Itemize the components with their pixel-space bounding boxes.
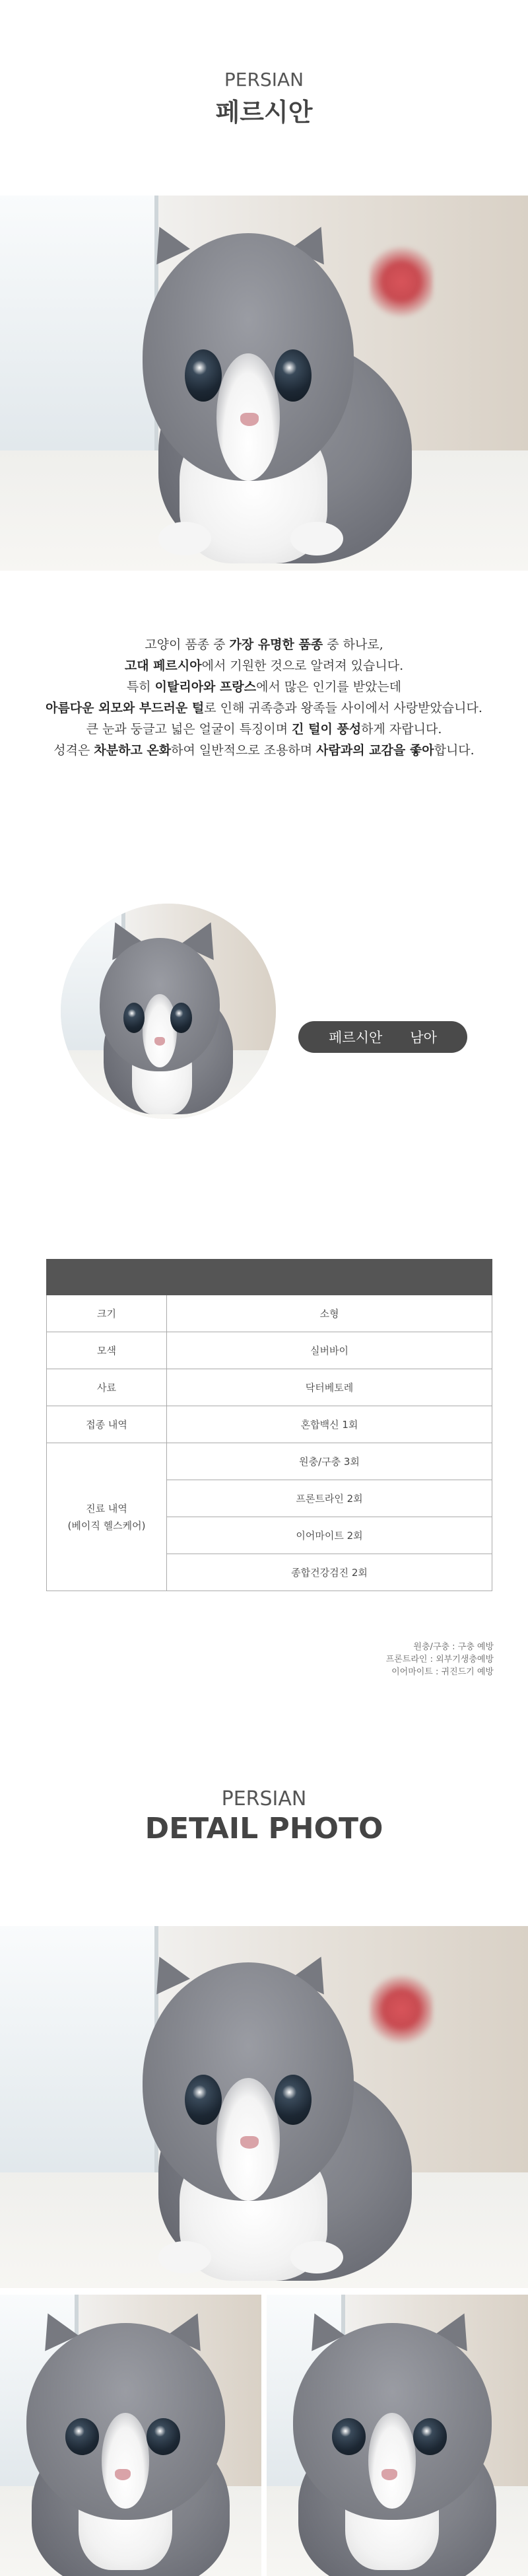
description-text: 하게 자랍니다. — [361, 722, 442, 736]
care-item: 프론트라인 2회 — [167, 1480, 492, 1517]
description-line — [0, 698, 528, 719]
description-text: 큰 눈과 둥글고 넓은 얼굴이 특징이며 — [86, 722, 292, 736]
description-line — [0, 655, 528, 676]
detail-photo-left — [0, 2295, 261, 2576]
description-text: 로 인해 귀족층과 왕족들 사이에서 사랑받았습니다. — [204, 701, 482, 715]
detail-eyebrow: PERSIAN — [221, 1787, 307, 1810]
table-header-row — [47, 1260, 492, 1295]
care-label-line1: 진료 내역 — [86, 1502, 127, 1515]
table-row — [47, 1332, 492, 1369]
info-table — [46, 1259, 492, 1591]
table-row — [47, 1443, 492, 1480]
table-row — [47, 1295, 492, 1332]
description-text: 에서 기원한 것으로 알려져 있습니다. — [201, 659, 404, 673]
description-text: 성격은 — [53, 743, 94, 758]
profile-badge — [298, 1021, 467, 1053]
note-line: 프론트라인 : 외부기생충예방 — [385, 1655, 494, 1664]
profile-breed: 페르시안 — [329, 1030, 383, 1046]
description-emphasis: 고대 페르시아 — [124, 659, 202, 673]
breed-description — [0, 634, 528, 761]
description-text: 에서 많은 인기를 받았는데 — [256, 680, 402, 694]
description-text: 하여 일반적으로 조용하며 — [171, 743, 317, 758]
note-line: 원충/구충 : 구충 예방 — [413, 1642, 494, 1652]
description-line — [0, 719, 528, 740]
row-value: 혼합백신 1회 — [167, 1406, 492, 1443]
profile-cat-photo — [61, 904, 276, 1119]
row-label: 크기 — [47, 1295, 167, 1332]
detail-photo-large — [0, 1926, 528, 2288]
hero-cat-photo — [0, 196, 528, 571]
description-emphasis: 차분하고 온화 — [94, 743, 172, 758]
breed-title: 페르시안 — [215, 98, 313, 127]
detail-header — [0, 1787, 528, 1845]
care-label — [47, 1443, 167, 1591]
breed-header — [0, 69, 528, 128]
description-line — [0, 676, 528, 698]
detail-photo-right — [267, 2295, 528, 2576]
row-value: 닥터베토레 — [167, 1369, 492, 1406]
description-emphasis: 이탈리아와 프랑스 — [154, 680, 257, 694]
description-text: 고양이 품종 중 — [145, 637, 230, 652]
care-item: 이어마이트 2회 — [167, 1517, 492, 1554]
care-label-line2: (베이직 헬스케어) — [67, 1519, 146, 1532]
row-value: 실버바이 — [167, 1332, 492, 1369]
care-item: 종합건강검진 2회 — [167, 1554, 492, 1591]
table-row — [47, 1369, 492, 1406]
description-emphasis: 사람과의 교감을 좋아 — [316, 743, 434, 758]
description-emphasis: 가장 유명한 품종 — [229, 637, 323, 652]
note-line: 이어마이트 : 귀진드기 예방 — [391, 1667, 494, 1677]
description-line — [0, 740, 528, 761]
care-item: 원충/구충 3회 — [167, 1443, 492, 1480]
description-text: 합니다. — [434, 743, 475, 758]
table-row — [47, 1406, 492, 1443]
description-text: 특히 — [126, 680, 155, 694]
row-label: 접종 내역 — [47, 1406, 167, 1443]
description-emphasis: 긴 털이 풍성 — [292, 722, 362, 736]
breed-eyebrow: PERSIAN — [224, 69, 304, 90]
row-label: 사료 — [47, 1369, 167, 1406]
row-value: 소형 — [167, 1295, 492, 1332]
row-label: 모색 — [47, 1332, 167, 1369]
detail-title: DETAIL PHOTO — [145, 1812, 383, 1845]
profile-sex: 남아 — [410, 1030, 437, 1046]
description-emphasis: 아름다운 외모와 부드러운 털 — [46, 701, 205, 715]
description-line — [0, 634, 528, 655]
description-text: 중 하나로, — [323, 637, 383, 652]
care-notes — [386, 1641, 494, 1678]
